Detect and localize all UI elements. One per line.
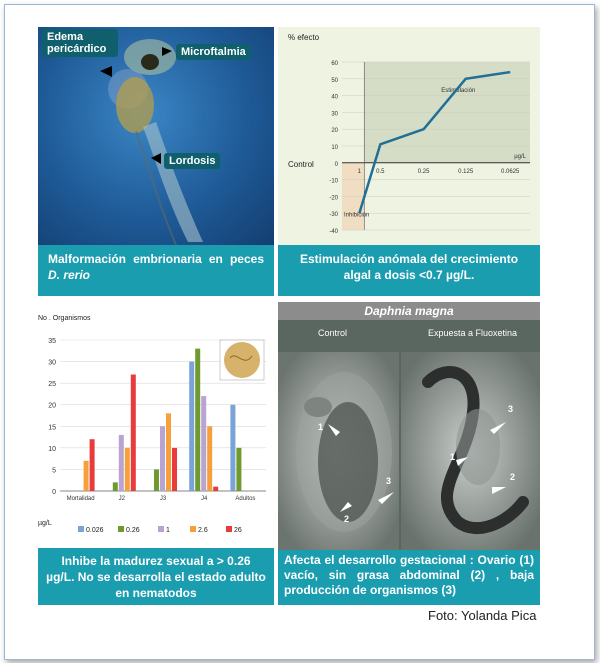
- caption-nematode: Inhibe la madurez sexual a > 0.26 µg/L. No se desarrolla el estado adulto en nematodos: [38, 548, 274, 605]
- bar-1-j3: [160, 426, 165, 491]
- x-tick-label: J3: [159, 496, 167, 502]
- y-tick-label: 15: [48, 424, 56, 432]
- y-tick-label: 20: [48, 402, 56, 410]
- y-tick-label: 60: [331, 61, 338, 67]
- marker-control-1: 1: [318, 422, 324, 432]
- label-edema: Edema pericárdico: [42, 29, 118, 57]
- caption-zebrafish-species: D. rerio: [48, 268, 91, 282]
- bar-0_026-adultos: [230, 405, 235, 491]
- marker-control-2: 2: [344, 514, 350, 524]
- y-tick-label: 0: [334, 161, 338, 168]
- bar-0_026-j4: [189, 362, 194, 491]
- marker-exposed-2: 2: [510, 472, 516, 482]
- algal-growth-chart: [278, 27, 540, 245]
- x-tick-label: 0.25: [417, 168, 430, 175]
- y-tick-label: -30: [329, 212, 338, 219]
- marker-exposed-1: 1: [450, 452, 456, 462]
- nematode-bar-svg: [38, 310, 274, 548]
- nematode-bar-chart: [38, 310, 274, 548]
- legend-swatch: [118, 526, 124, 532]
- algal-growth-svg: [278, 27, 540, 245]
- zebrafish-photo: [38, 27, 274, 245]
- annotation-stimulation: Estimulación: [441, 88, 476, 95]
- chart-title: No . Organismos: [38, 315, 91, 322]
- x-tick-label: 0.0625: [501, 168, 520, 175]
- bar-1-j2: [119, 435, 124, 491]
- y-tick-label: 10: [331, 145, 338, 151]
- bar-2_6-j3: [166, 413, 171, 491]
- x-tick-label: Adultos: [235, 496, 256, 502]
- x-tick-label: 0.125: [458, 168, 474, 175]
- photo-credit: Foto: Yolanda Pica: [428, 608, 537, 623]
- x-tick-label: Mortalidad: [66, 496, 95, 502]
- daphnia-exposed-label: Expuesta a Fluoxetina: [428, 328, 518, 338]
- x-tick-label: J2: [118, 496, 125, 502]
- control-label: Control: [288, 159, 314, 169]
- marker-control-3: 3: [386, 476, 392, 486]
- legend-label: 1: [166, 527, 170, 534]
- y-tick-label: 40: [331, 94, 338, 101]
- bar-0_26-adultos: [236, 448, 241, 491]
- legend-swatch: [190, 526, 196, 532]
- x-tick-label: 0.5: [376, 168, 385, 175]
- marker-exposed-3: 3: [508, 404, 514, 414]
- caption-algal: Estimulación anómala del crecimiento algal a dosis <0.7 µg/L.: [278, 245, 540, 296]
- daphnia-photo: [278, 302, 540, 550]
- bar-26-j3: [172, 448, 177, 491]
- y-tick-label: 5: [52, 467, 56, 475]
- bar-0_26-j2: [113, 482, 118, 491]
- y-tick-label: -40: [329, 229, 338, 235]
- annotation-inhibition: Inhibición: [344, 212, 370, 219]
- y-tick-label: 30: [48, 359, 56, 367]
- x-tick-label: 1: [357, 168, 361, 175]
- bar-26-j2: [131, 375, 136, 491]
- legend-label: 0.26: [126, 527, 140, 534]
- daphnia-title: Daphnia magna: [278, 302, 540, 320]
- nematode-inset-image: [224, 342, 260, 378]
- legend-label: 26: [234, 527, 242, 534]
- y-tick-label: 25: [48, 381, 56, 389]
- legend-label: 0.026: [86, 527, 104, 534]
- daphnia-control-label: Control: [318, 328, 348, 338]
- x-axis-label: µg/L: [514, 153, 526, 160]
- y-tick-label: 35: [48, 338, 56, 345]
- y-tick-label: -10: [329, 178, 338, 185]
- label-microftalmia: Microftalmia: [176, 44, 251, 60]
- bar-2_6-mortalidad: [84, 461, 89, 491]
- y-tick-label: 30: [331, 111, 338, 118]
- bar-2_6-j2: [125, 448, 130, 491]
- bar-26-j4: [213, 487, 218, 491]
- y-tick-label: 0: [52, 489, 56, 496]
- caption-daphnia: Afecta el desarrollo gestacional : Ovario (1) vacío, sin grasa abdominal (2) , baja producción de organismos (3): [278, 550, 540, 605]
- y-axis-label: % efecto: [288, 33, 320, 42]
- legend-swatch: [226, 526, 232, 532]
- x-tick-label: J4: [201, 496, 208, 502]
- y-tick-label: 10: [48, 445, 56, 453]
- caption-zebrafish: [38, 245, 274, 296]
- bar-0_26-j4: [195, 349, 200, 491]
- bar-1-j4: [201, 396, 206, 491]
- y-tick-label: 20: [331, 128, 338, 135]
- bar-26-mortalidad: [90, 439, 95, 491]
- bar-2_6-j4: [207, 426, 212, 491]
- legend-title: µg/L: [38, 520, 52, 527]
- label-lordosis: Lordosis: [164, 153, 220, 169]
- legend-label: 2.6: [198, 527, 208, 534]
- legend-swatch: [78, 526, 84, 532]
- y-tick-label: -20: [329, 195, 338, 202]
- caption-zebrafish-text: Malformación embrionaria en peces: [48, 252, 264, 266]
- y-tick-label: 50: [331, 77, 338, 84]
- legend-swatch: [158, 526, 164, 532]
- daphnia-illustration: [278, 352, 540, 550]
- bar-0_26-j3: [154, 469, 159, 491]
